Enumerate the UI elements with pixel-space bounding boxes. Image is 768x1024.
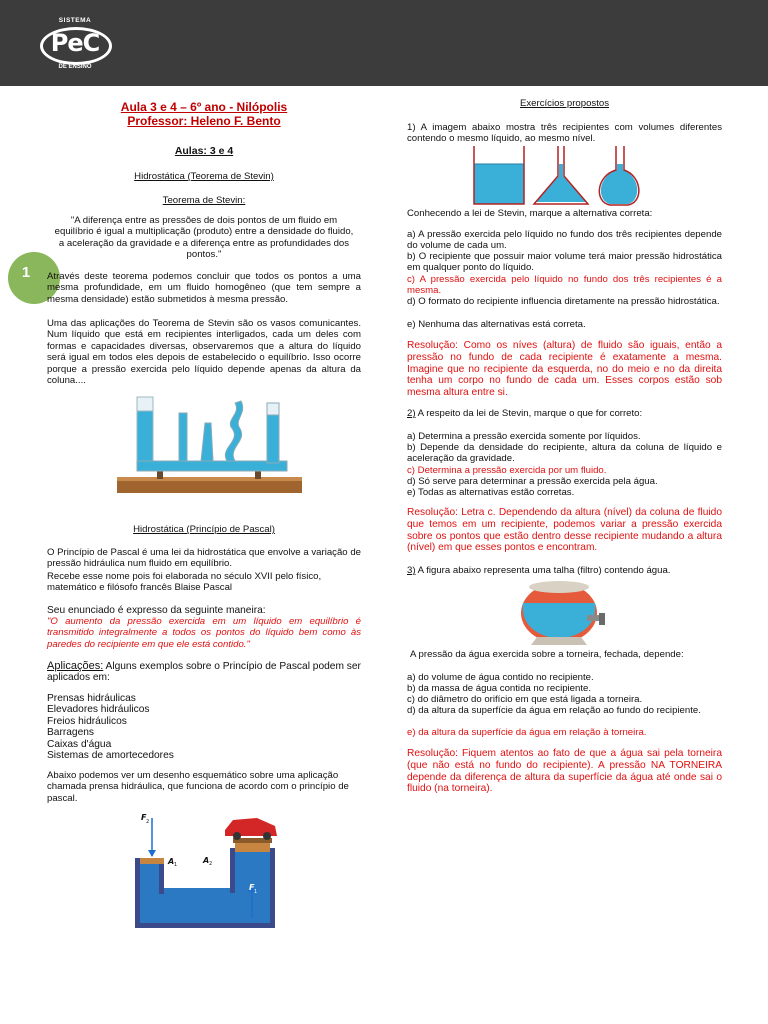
question-3 (407, 565, 722, 576)
list-item: Elevadores hidráulicos (47, 704, 150, 716)
q2-resolution: Resolução: Letra c. Dependendo da altura (nível) da coluna de fluido que temos em um recipiente, podemos variar a pressão exercida sobre os pontos que estão dentro desse recipiente mudando a altura (nível) em que esses pontos e encontram. (407, 507, 722, 554)
list-item: Freios hidráulicos (47, 715, 127, 727)
pascal-quote: "O aumento da pressão exercida em um líquido em equilíbrio é transmitido integralmente a todos os pontos do líquido bem como às paredes do recipiente em que ele está contido." (47, 616, 361, 650)
q2-option-d: d) Só serve para determinar a pressão exercida pela água. (407, 476, 658, 487)
q2-option-c: c) Determina a pressão exercida por um fluido. (407, 465, 607, 476)
q1-option-a: a) A pressão exercida pelo líquido no fundo dos três recipientes depende do volume de cada um. (407, 229, 722, 252)
pascal-paragraph-3: Seu enunciado é expresso da seguinte maneira: (47, 605, 266, 616)
label-f2: F (141, 813, 147, 822)
section-pascal-heading: Hidrostática (Princípio de Pascal) (133, 524, 275, 535)
three-containers-image (468, 144, 648, 207)
q2-number: 2) (407, 408, 416, 419)
label-a1: A (168, 857, 175, 866)
section-stevin-heading: Hidrostática (Teorema de Stevin) (134, 171, 274, 182)
list-item: Barragens (47, 727, 95, 739)
q3-option-e: e) da altura da superfície da água em relação à torneira. (407, 727, 647, 738)
aplicacoes-paragraph (47, 661, 361, 684)
q3-text: A figura abaixo representa uma talha (filtro) contendo água. (415, 565, 671, 576)
professor-title: Professor: Heleno F. Bento (127, 114, 281, 128)
label-f1-sub: 1 (254, 889, 258, 895)
exercises-heading: Exercícios propostos (519, 98, 610, 109)
q3-resolution: Resolução: Fiquem atentos ao fato de que a água sai pela torneira (que não está no fundo do recipiente). A pressão NA TORNEIRA depende da diferença de altura da superfície da água até onde sai o fluido (na torneira). (407, 748, 722, 795)
list-item: Sistemas de amortecedores (47, 750, 174, 762)
aulas-heading: Aulas: 3 e 4 (174, 145, 234, 157)
page-number: 1 (21, 264, 31, 281)
header-bar (0, 0, 768, 86)
list-item: Caixas d'água (47, 738, 112, 750)
question-1: 1) A imagem abaixo mostra três recipientes com volumes diferentes contendo o mesmo líquido, ao mesmo nível. (407, 122, 722, 145)
question-3-prompt: A pressão da água exercida sobre a torneira, fechada, depende: (410, 649, 684, 660)
q3-option-a: a) do volume de água contido no recipiente. (407, 672, 594, 683)
lesson-title: Aula 3 e 4 – 6º ano - Nilópolis (120, 100, 288, 114)
question-2 (407, 408, 722, 419)
list-item: Prensas hidráulicas (47, 693, 136, 704)
logo-top-text: SISTEMA (58, 17, 92, 24)
stevin-paragraph-1: Através deste teorema podemos concluir que todos os pontos a uma mesma profundidade, em um fluido homogêneo (que tem sempre a mesma densidade) estão submetidos à mesma pressão. (47, 271, 361, 305)
q1-option-b: b) O recipiente que possuir maior volume terá maior pressão hidrostática em qualquer ponto do líquido. (407, 251, 722, 274)
pascal-paragraph-1: O Princípio de Pascal é uma lei da hidrostática que envolve a variação de pressão hidráulica num fluido em equilíbrio. (47, 547, 361, 570)
applications-list (47, 693, 347, 761)
q1-resolution: Resolução: Como os níves (altura) de fluido são iguais, então a pressão no fundo de cada recipiente é exatamente a mesma. Imagine que no recipiente da esquerda, no do meio e no da direita tenha um corpo no fundo de cada um. Esses corpos estão sob mesma altura entre si. (407, 340, 722, 399)
label-f1: F (249, 883, 255, 892)
logo-main-text: PeC (50, 29, 100, 57)
water-filter-image (517, 579, 611, 645)
pascal-paragraph-2: Recebe esse nome pois foi elaborada no século XVII pelo físico, matemático e filósofo francês Blaise Pascal (47, 571, 322, 594)
q2-option-e: e) Todas as alternativas estão corretas. (407, 487, 575, 498)
q1-option-d: d) O formato do recipiente influencia diretamente na pressão hidrostática. (407, 296, 720, 307)
label-f2-sub: 2 (146, 819, 150, 825)
q2-option-a: a) Determina a pressão exercida somente por líquidos. (407, 431, 641, 442)
stevin-quote: "A diferença entre as pressões de dois pontos de um fluido em equilíbrio é igual a multiplicação (produto) entre a densidade do fluido, a aceleração da gravidade e a diferença entre as profundidades dos pontos." (54, 215, 354, 261)
q2-option-b: b) Depende da densidade do recipiente, altura da coluna de líquido e aceleração da gravidade. (407, 442, 722, 465)
q3-option-b: b) da massa de água contida no recipiente. (407, 683, 592, 694)
logo-bottom-text: DE ENSINO (58, 64, 92, 70)
q3-option-d: d) da altura da superfície da água em relação ao fundo do recipiente. (407, 705, 701, 716)
communicating-vessels-image (117, 383, 302, 495)
aplicacoes-text: Alguns exemplos sobre o Princípio de Pascal podem ser aplicados em: (47, 661, 361, 684)
q1-option-c: c) A pressão exercida pelo líquido no fundo dos três recipientes é a mesma. (407, 274, 722, 297)
label-a2: A (203, 856, 210, 865)
aplicacoes-label: Aplicações: (47, 660, 104, 672)
q2-text: A respeito da lei de Stevin, marque o que for correto: (415, 408, 643, 419)
stevin-paragraph-2: Uma das aplicações do Teorema de Stevin são os vasos comunicantes. Num líquido que está em recipientes interligados, cada um deles com formas e capacidades diversas, observaremos que a altura do líquido será igual em todos eles depois de estabelecido o equilíbrio. Isso ocorre porque a pressão exercida pelo líquido depende apenas da altura da coluna.... (47, 318, 361, 387)
pec-logo (38, 17, 112, 73)
q3-number: 3) (407, 565, 416, 576)
label-a1-sub: 1 (174, 862, 178, 868)
question-1-prompt: Conhecendo a lei de Stevin, marque a alternativa correta: (407, 208, 653, 219)
q3-option-c: c) do diâmetro do orifício em que está ligada a torneira. (407, 694, 643, 705)
hydraulic-press-image (125, 808, 285, 936)
label-a2-sub: 2 (209, 861, 213, 867)
q1-option-e: e) Nenhuma das alternativas está correta. (407, 319, 586, 330)
stevin-subheading: Teorema de Stevin: (162, 195, 246, 206)
pascal-paragraph-4: Abaixo podemos ver um desenho esquemático sobre uma aplicação chamada prensa hidráulica, que funciona de acordo com o princípio de pascal. (47, 770, 349, 804)
